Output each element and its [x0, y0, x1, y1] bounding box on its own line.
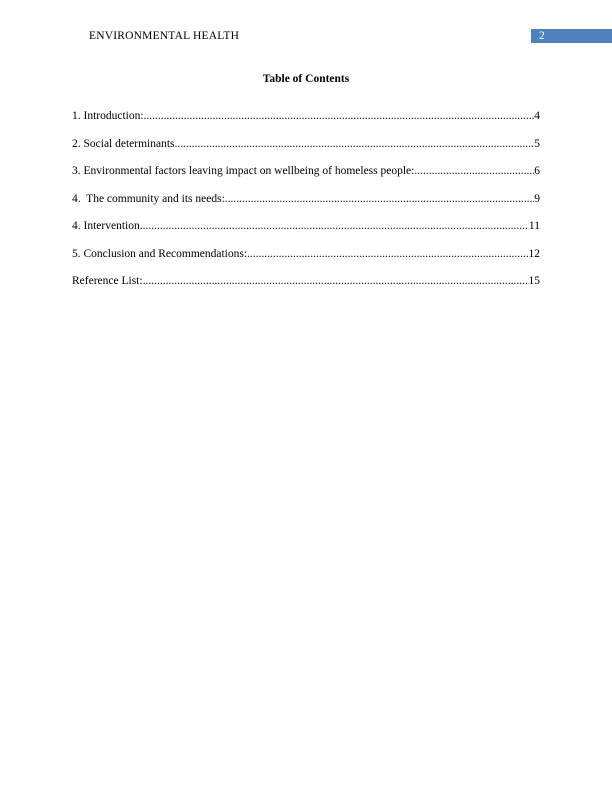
- toc-entry-label: 4. Intervention: [72, 220, 140, 232]
- toc-entry-introduction[interactable]: [72, 109, 540, 137]
- toc-entry-label: 5. Conclusion and Recommendations:: [72, 247, 248, 260]
- toc-leader-dots: [175, 137, 535, 151]
- toc-entry-label: 1. Introduction:: [72, 110, 144, 122]
- toc-leader-dots: [140, 219, 529, 233]
- toc-leader-dots: [247, 247, 528, 261]
- toc-entry-environmental-factors[interactable]: [72, 164, 540, 192]
- toc-entry-label: 3. Environmental factors leaving impact on wellbeing of homeless people:: [72, 165, 415, 177]
- page-number-badge: [531, 29, 612, 43]
- toc-entry-page: 5: [534, 137, 540, 150]
- toc-entry-page: 6: [534, 165, 540, 177]
- toc-entry-label: Reference List:: [72, 275, 143, 287]
- toc-entry-reference-list[interactable]: [72, 274, 540, 302]
- toc-entry-label: 2. Social determinants: [72, 137, 175, 150]
- toc-list: [72, 109, 540, 302]
- toc-entry-page: 4: [534, 110, 540, 122]
- toc-leader-dots: [143, 274, 529, 288]
- header-title: ENVIRONMENTAL HEALTH: [89, 30, 240, 42]
- toc-leader-dots: [225, 192, 534, 206]
- toc-leader-dots: [144, 109, 535, 123]
- toc-entry-page: 15: [528, 275, 540, 287]
- toc-leader-dots: [414, 164, 534, 178]
- toc-entry-intervention[interactable]: [72, 219, 540, 247]
- toc-entry-page: 9: [534, 192, 540, 205]
- toc-entry-label: 4. The community and its needs:: [72, 192, 225, 205]
- page-number: 2: [539, 30, 545, 42]
- toc-entry-community-needs[interactable]: [72, 192, 540, 220]
- toc-heading: Table of Contents: [262, 73, 350, 85]
- toc-entry-page: 11: [528, 220, 540, 232]
- toc-entry-conclusion[interactable]: [72, 247, 540, 275]
- toc-entry-social-determinants[interactable]: [72, 137, 540, 165]
- toc-entry-page: 12: [528, 247, 540, 260]
